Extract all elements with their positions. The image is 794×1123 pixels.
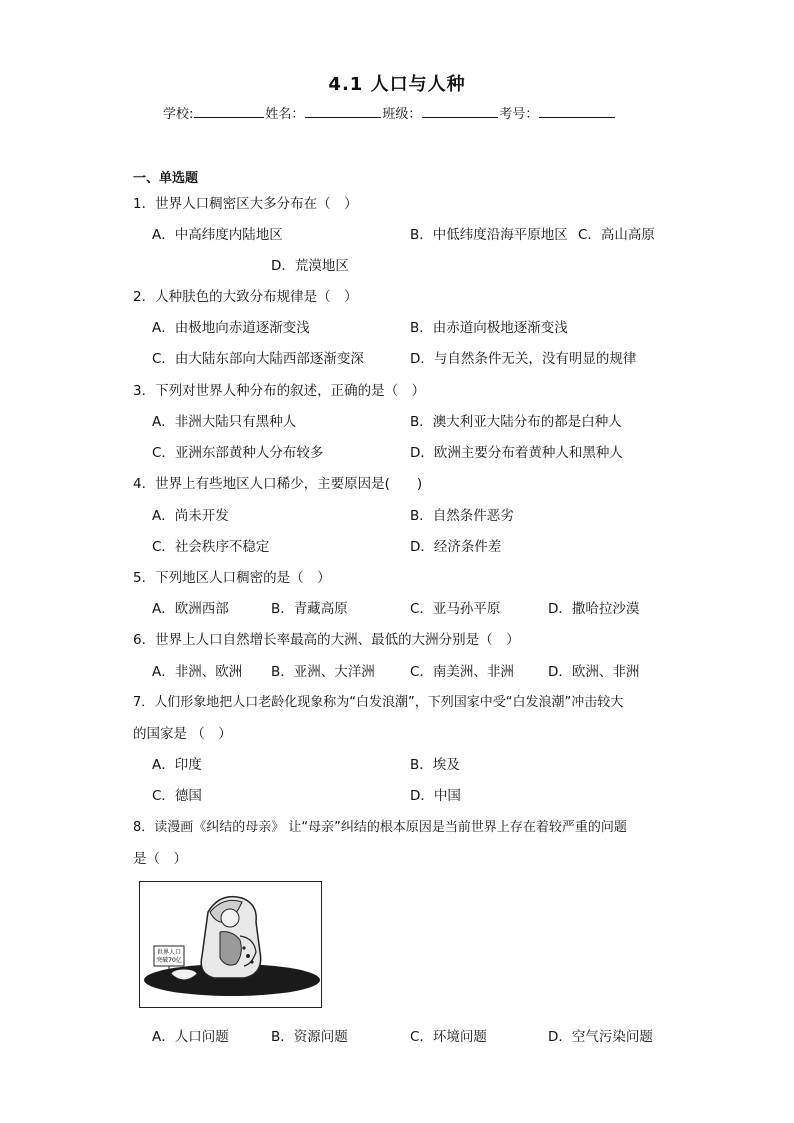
option-d: D．撒哈拉沙漠 [548,601,640,617]
option-b: B．自然条件恶劣 [410,508,514,524]
page-title: 4.1 人口与人种 [328,74,466,95]
cartoon-sign-line-1: 世界人口 [156,949,182,956]
option-b: B．中低纬度沿海平原地区 [410,227,568,243]
question-stem-continued: 的国家是 （ ） [133,726,232,742]
option-d: D．欧洲主要分布着黄种人和黑种人 [410,445,623,461]
name-blank[interactable] [305,105,381,118]
option-a: A．非洲、欧洲 [152,664,243,680]
cartoon-sign-line-2: 突破70亿 [156,957,182,964]
question-stem: 1．世界人口稠密区大多分布在（ ） [133,196,358,212]
option-d: D．荒漠地区 [271,258,349,274]
option-a: A．非洲大陆只有黑种人 [152,414,297,430]
option-c: C．亚马孙平原 [410,601,501,617]
option-c: C．亚洲东部黄种人分布较多 [152,445,324,461]
option-d: D．中国 [410,788,461,804]
option-c: C．环境问题 [410,1029,487,1045]
class-label: 班级： [382,107,422,122]
option-b: B．由赤道向极地逐渐变浅 [410,320,568,336]
class-blank[interactable] [422,105,498,118]
student-info-line [163,103,616,122]
question-stem: 5．下列地区人口稠密的是（ ） [133,570,331,586]
option-b: B．亚洲、大洋洲 [271,664,375,680]
option-b: B．青藏高原 [271,601,348,617]
option-d: D．欧洲、非洲 [548,664,640,680]
name-label: 姓名： [265,107,305,122]
option-d: D．经济条件差 [410,539,502,555]
option-d: D．空气污染问题 [548,1029,653,1045]
cartoon-drawing [140,882,321,1007]
option-a: A．由极地向赤道逐渐变浅 [152,320,310,336]
question-stem: 4．世界上有些地区人口稀少，主要原因是( ) [133,476,423,492]
option-a: A．人口问题 [152,1029,229,1045]
option-b: B．埃及 [410,757,460,773]
exam-number-label: 考号： [499,107,539,122]
exam-number-blank[interactable] [539,105,615,118]
option-d: D．与自然条件无关，没有明显的规律 [410,351,637,367]
question-stem: 8．读漫画《纠结的母亲》 让“母亲”纠结的根本原因是当前世界上存在着较严重的问题 [133,820,627,835]
option-c: C．由大陆东部向大陆西部逐渐变深 [152,351,364,367]
option-a: A．中高纬度内陆地区 [152,227,283,243]
question-stem-continued: 是（ ） [133,851,187,867]
option-c: C．社会秩序不稳定 [152,539,270,555]
option-a: A．尚未开发 [152,508,229,524]
option-b: B．澳大利亚大陆分布的都是白种人 [410,414,622,430]
question-stem: 6．世界上人口自然增长率最高的大洲、最低的大洲分别是（ ） [133,632,520,648]
question-stem: 7．人们形象地把人口老龄化现象称为“白发浪潮”，下列国家中受“白发浪潮”冲击较大 [133,695,624,710]
option-a: A．欧洲西部 [152,601,229,617]
question-stem: 2．人种肤色的大致分布规律是（ ） [133,289,358,305]
option-c: C．高山高原 [578,227,655,243]
school-blank[interactable] [194,105,264,118]
option-b: B．资源问题 [271,1029,348,1045]
option-a: A．印度 [152,757,202,773]
school-label: 学校: [163,107,194,122]
option-c: C．德国 [152,788,202,804]
option-c: C．南美洲、非洲 [410,664,514,680]
section-heading: 一、单选题 [133,171,199,186]
cartoon-image [139,881,322,1008]
question-stem: 3．下列对世界人种分布的叙述，正确的是（ ） [133,383,426,399]
